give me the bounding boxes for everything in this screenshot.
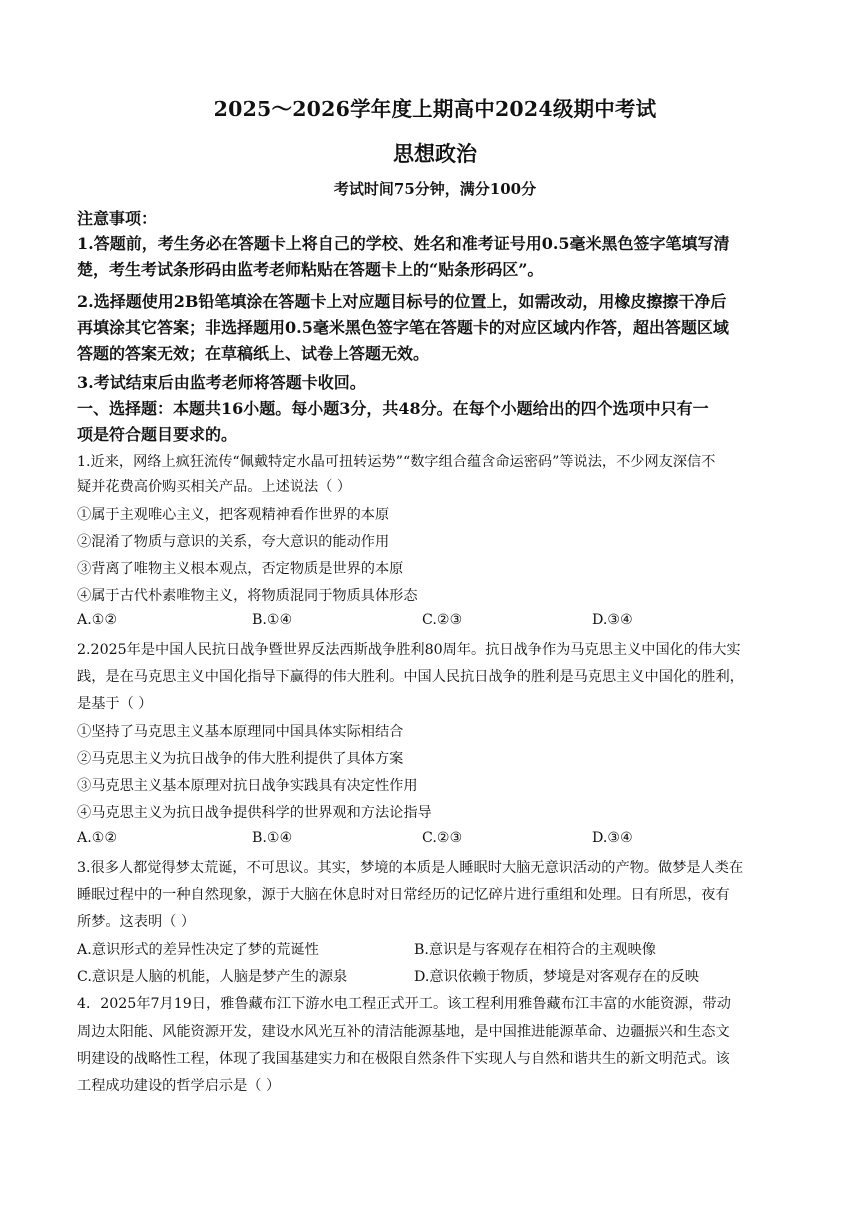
question-1-item: ③背离了唯物主义根本观点，否定物质是世界的本原 xyxy=(77,561,404,577)
question-1-stem: 1.近来，网络上疯狂流传“佩戴特定水晶可扭转运势”“数字组合蕴含命运密码”等说法，不少网友深信不 xyxy=(77,454,716,470)
option-c[interactable]: C.意识是人脑的机能，人脑是梦产生的源泉 xyxy=(77,969,348,985)
option-b[interactable]: B.①④ xyxy=(252,830,293,846)
exam-title: 2025～2026学年度上期高中2024级期中考试 xyxy=(213,97,657,121)
question-3-stem: 睡眠过程中的一种自然现象，源于大脑在休息时对日常经历的记忆碎片进行重组和处理。日有所思，夜有 xyxy=(77,887,730,903)
question-2-stem: 2.2025年是中国人民抗日战争暨世界反法西斯战争胜利80周年。抗日战争作为马克思主义中国化的伟大实 xyxy=(77,642,741,658)
question-4-stem: 明建设的战略性工程，体现了我国基建实力和在极限自然条件下实现人与自然和谐共生的新文明范式。该 xyxy=(77,1051,730,1067)
question-1-item: ②混淆了物质与意识的关系，夸大意识的能动作用 xyxy=(77,534,390,550)
option-b[interactable]: B.意识是与客观存在相符合的主观映像 xyxy=(414,942,656,958)
option-d[interactable]: D.③④ xyxy=(592,830,633,846)
exam-info: 考试时间75分钟，满分100分 xyxy=(333,180,537,198)
notice-line: 答题的答案无效；在草稿纸上、试卷上答题无效。 xyxy=(77,344,430,363)
question-1-stem: 疑并花费高价购买相关产品。上述说法（ ） xyxy=(77,479,352,495)
question-2-item: ②马克思主义为抗日战争的伟大胜利提供了具体方案 xyxy=(77,751,404,767)
notice-line: 再填涂其它答案；非选择题用0.5毫米黑色签字笔在答题卡的对应区域内作答，超出答题区域 xyxy=(77,318,729,337)
option-a[interactable]: A.意识形式的差异性决定了梦的荒诞性 xyxy=(77,942,319,958)
notice-line: 2.选择题使用2B铅笔填涂在答题卡上对应题目标号的位置上，如需改动，用橡皮擦擦干净后 xyxy=(77,292,727,311)
notice-line: 楚，考生考试条形码由监考老师粘贴在答题卡上的“贴条形码区”。 xyxy=(77,260,544,279)
question-4-stem: 周边太阳能、风能资源开发，建设水风光互补的清洁能源基地，是中国推进能源革命、边疆振兴和生态文 xyxy=(77,1024,730,1040)
question-2-stem: 是基于（ ） xyxy=(77,696,153,712)
question-2-item: ④马克思主义为抗日战争提供科学的世界观和方法论指导 xyxy=(77,805,432,821)
question-4-stem: 4．2025年7月19日，雅鲁藏布江下游水电工程正式开工。该工程利用雅鲁藏布江丰富的水能资源，带动 xyxy=(77,996,731,1012)
option-d[interactable]: D.③④ xyxy=(592,612,633,628)
subject-title: 思想政治 xyxy=(393,141,477,166)
question-2-item: ③马克思主义基本原理对抗日战争实践具有决定性作用 xyxy=(77,778,418,794)
option-d[interactable]: D.意识依赖于物质，梦境是对客观存在的反映 xyxy=(414,969,699,985)
question-1-item: ①属于主观唯心主义，把客观精神看作世界的本原 xyxy=(77,507,390,523)
option-c[interactable]: C.②③ xyxy=(422,830,463,846)
section-heading: 项是符合题目要求的。 xyxy=(77,425,238,444)
option-c[interactable]: C.②③ xyxy=(422,612,463,628)
section-heading: 一、选择题：本题共16小题。每小题3分，共48分。在每个小题给出的四个选项中只有一 xyxy=(77,399,709,418)
question-4-stem: 工程成功建设的哲学启示是（ ） xyxy=(77,1078,281,1094)
question-2-stem: 践，是在马克思主义中国化指导下赢得的伟大胜利。中国人民抗日战争的胜利是马克思主义中国化的胜利， xyxy=(77,669,744,685)
question-1-item: ④属于古代朴素唯物主义，将物质混同于物质具体形态 xyxy=(77,588,418,604)
question-3-stem: 所梦。这表明（ ） xyxy=(77,914,196,930)
option-a[interactable]: A.①② xyxy=(77,612,118,628)
question-2-item: ①坚持了马克思主义基本原理同中国具体实际相结合 xyxy=(77,724,404,740)
notice-line: 3.考试结束后由监考老师将答题卡收回。 xyxy=(77,373,366,392)
notice-line: 1.答题前，考生务必在答题卡上将自己的学校、姓名和准考证号用0.5毫米黑色签字笔填写清 xyxy=(77,234,730,253)
notice-heading: 注意事项： xyxy=(77,209,158,228)
question-3-stem: 3.很多人都觉得梦太荒诞，不可思议。其实，梦境的本质是人睡眠时大脑无意识活动的产物。做梦是人类在 xyxy=(77,860,744,876)
option-b[interactable]: B.①④ xyxy=(252,612,293,628)
option-a[interactable]: A.①② xyxy=(77,830,118,846)
